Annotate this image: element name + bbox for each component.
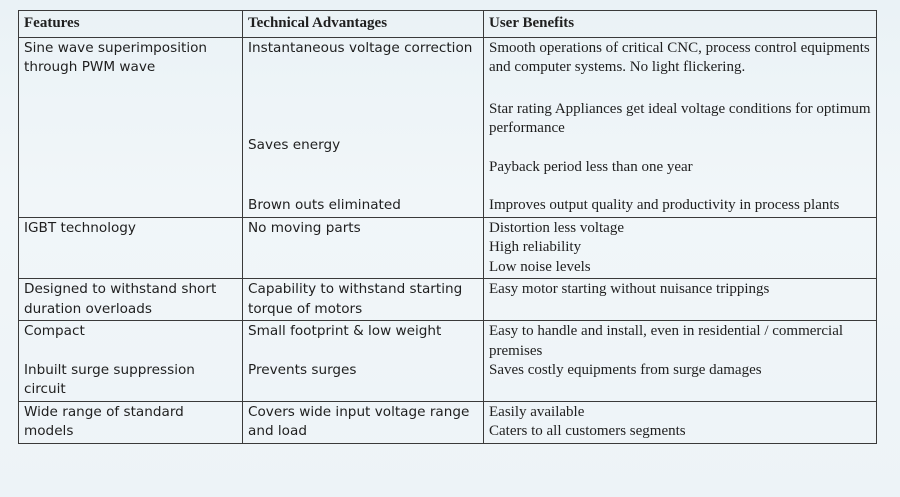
benefit-text: High reliability [489,239,582,255]
technical-text: No moving parts [248,219,361,236]
benefit-text: Low noise levels [489,258,591,275]
benefit-text: Payback period less than one year [489,158,693,175]
benefit-cell [484,37,877,217]
benefit-text: Star rating Appliances get ideal voltage conditions for optimum performance [489,100,871,136]
header-technical-advantages: Technical Advantages [243,11,484,38]
benefit-cell [484,279,877,321]
benefit-text: Easy motor starting without nuisance trippings [489,281,770,297]
feature-text: Inbuilt surge suppression circuit [24,361,195,397]
table-row [19,279,877,321]
table-row [19,217,877,279]
technical-cell [243,279,484,321]
benefit-cell [484,217,877,279]
header-features: Features [19,11,243,38]
technical-text: Capability to withstand starting torque of motors [248,281,463,317]
feature-cell [19,37,243,217]
technical-text: Covers wide input voltage range and load [248,403,470,439]
feature-text: Designed to withstand short duration overloads [24,281,217,317]
feature-text: Compact [24,323,85,339]
benefit-text: Improves output quality and productivity in process plants [489,197,840,213]
feature-cell [19,217,243,279]
header-row [19,11,877,38]
table-row [19,321,877,402]
benefit-cell [484,321,877,402]
feature-cell [19,321,243,402]
feature-text: IGBT technology [24,219,136,236]
technical-text: Instantaneous voltage correction [248,39,473,56]
technical-cell [243,217,484,279]
benefit-text: Saves costly equipments from surge damages [489,362,762,378]
benefit-text: Easily available [489,403,585,420]
features-table [18,10,877,444]
benefit-text: Caters to all customers segments [489,423,686,439]
table-row [19,37,877,217]
technical-cell [243,37,484,217]
benefit-text: Easy to handle and install, even in residential / commercial premises [489,323,844,359]
technical-cell [243,321,484,402]
technical-text: Small footprint & low weight [248,323,442,339]
benefit-cell [484,401,877,443]
table-row [19,401,877,443]
feature-text: Sine wave superimposition through PWM wave [24,39,208,75]
feature-cell [19,279,243,321]
benefit-text: Distortion less voltage [489,219,624,236]
technical-text: Prevents surges [248,361,357,378]
technical-cell [243,401,484,443]
feature-cell [19,401,243,443]
feature-text: Wide range of standard models [24,403,184,439]
technical-text: Saves energy [248,137,341,153]
benefit-text: Smooth operations of critical CNC, process control equipments and computer systems. No light flickering. [489,39,870,75]
technical-text: Brown outs eliminated [248,196,401,213]
header-user-benefits: User Benefits [484,11,877,38]
